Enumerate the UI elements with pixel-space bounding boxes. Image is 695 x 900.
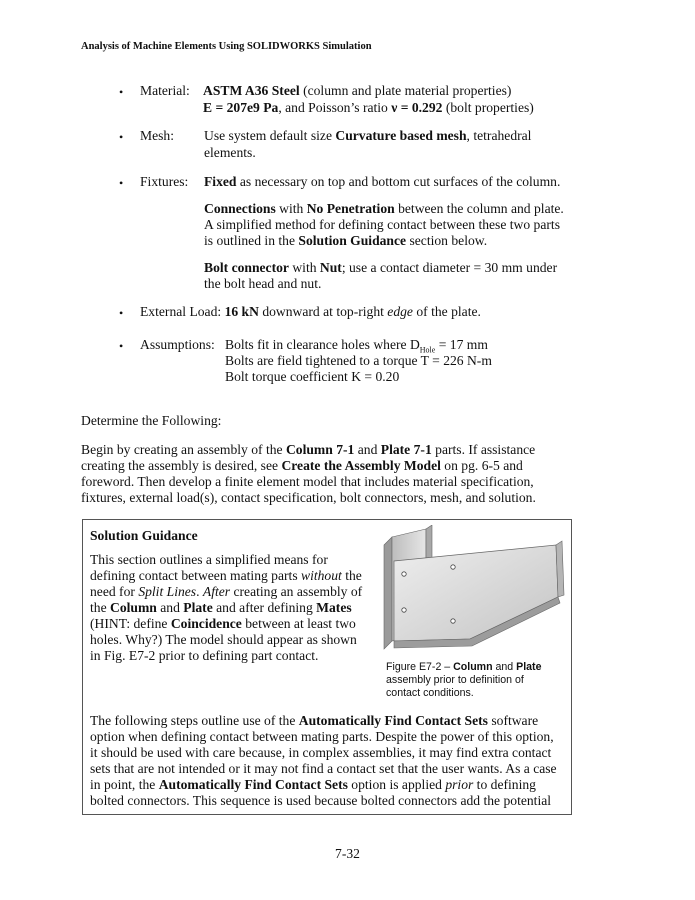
guidance-p2-line-4: sets that are not intended or it may not find a contact set that the user wants. As a case [90,761,557,776]
external-load: External Load: 16 kN downward at top-right edge of the plate. [140,304,481,319]
connections-line-1: Connections with No Penetration between the column and plate. [204,201,564,216]
material-line-1: ASTM A36 Steel (column and plate material properties) [203,83,512,98]
bullet-icon: • [119,130,124,144]
bullet-icon: • [119,306,124,320]
connections-line-2: A simplified method for defining contact between these two parts [204,217,560,232]
bullet-icon: • [119,176,124,190]
bolt-connector-line-1: Bolt connector with Nut; use a contact diameter = 30 mm under [204,260,558,275]
guidance-line-3: need for Split Lines. After creating an assembly of [90,584,363,599]
figure-caption-line-1: Figure E7-2 – Column and Plate [386,661,542,673]
running-header: Analysis of Machine Elements Using SOLIDWORKS Simulation [81,41,372,52]
begin-line-1: Begin by creating an assembly of the Column 7-1 and Plate 7-1 parts. If assistance [81,442,536,457]
mesh-label: Mesh: [140,128,174,143]
bullet-icon: • [119,85,124,99]
fixtures-label: Fixtures: [140,174,189,189]
guidance-line-4: the Column and Plate and after defining Mates [90,600,352,615]
guidance-line-2: defining contact between mating parts without the [90,568,362,583]
begin-line-2: creating the assembly is desired, see Create the Assembly Model on pg. 6-5 and [81,458,523,473]
page-number: 7-32 [335,846,360,861]
assumptions-line-1: Bolts fit in clearance holes where $D_{Hole} = 17$ mm [225,337,488,355]
assumptions-line-2: Bolts are field tightened to a torque T = 226 N-m [225,353,492,368]
guidance-p2-line-1: The following steps outline use of the Automatically Find Contact Sets software [90,713,539,728]
guidance-p2-line-2: option when defining contact between mating parts. Despite the power of this option, [90,729,554,744]
begin-line-3: foreword. Then develop a finite element model that includes material specification, [81,474,534,489]
assumptions-line-3: Bolt torque coefficient K = 0.20 [225,369,400,384]
mesh-line-2: elements. [204,145,256,160]
fixtures-line-1: Fixed as necessary on top and bottom cut surfaces of the column. [204,174,561,189]
guidance-line-5: (HINT: define Coincidence between at least two [90,616,356,631]
figure-caption-line-2: assembly prior to definition of [386,674,524,686]
begin-line-4: fixtures, external load(s), contact specification, bolt connectors, mesh, and solution. [81,490,536,505]
guidance-p2-line-3: it should be used with care because, in complex assemblies, it may find extra contact [90,745,552,760]
guidance-p2-line-5: in point, the Automatically Find Contact Sets option is applied prior to defining [90,777,536,792]
guidance-line-7: in Fig. E7-2 prior to defining part contact. [90,648,319,663]
figure-caption-line-3: contact conditions. [386,687,474,699]
column-plate-assembly-figure [380,525,566,660]
guidance-line-6: holes. Why?) The model should appear as shown [90,632,357,647]
material-line-2: E = 207e9 Pa, and Poisson’s ratio ν = 0.292 (bolt properties) [203,100,534,115]
guidance-title: Solution Guidance [90,528,198,543]
mesh-line-1: Use system default size Curvature based mesh, tetrahedral [204,128,532,143]
bullet-icon: • [119,339,124,353]
material-label: Material: [140,83,190,98]
connections-line-3: is outlined in the Solution Guidance section below. [204,233,488,248]
guidance-line-1: This section outlines a simplified means for [90,552,328,567]
assumptions-label: Assumptions: [140,337,215,352]
determine-heading: Determine the Following: [81,413,222,428]
bolt-connector-line-2: the bolt head and nut. [204,276,322,291]
guidance-p2-line-6: bolted connectors. This sequence is used because bolted connectors add the potential [90,793,552,808]
